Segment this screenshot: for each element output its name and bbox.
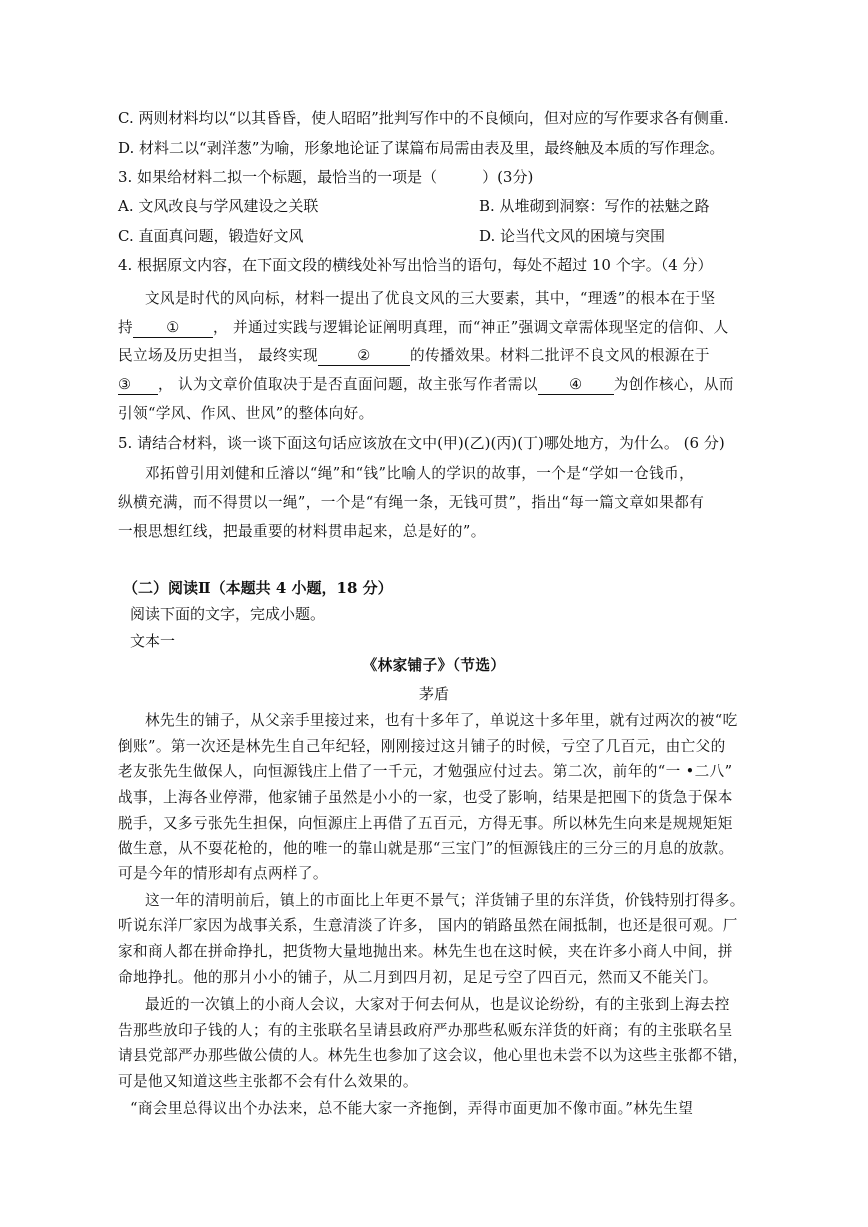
q3-options-row-1 bbox=[118, 196, 758, 216]
answer-blank-4[interactable]: ④ bbox=[538, 376, 614, 395]
q4-text: 持 bbox=[118, 319, 133, 336]
q3-option-c: C. 直面真问题，锻造好文风 bbox=[118, 227, 304, 245]
q4-stem: 4. 根据原文内容，在下面文段的横线处补写出恰当的语句，每处不超过 10 个字。（4 分） bbox=[118, 256, 713, 274]
story-author: 茅盾 bbox=[418, 685, 449, 703]
q4-text: ， 并通过实践与逻辑论证阐明真理，而“神正”强调文章需体现坚定的信仰、人 bbox=[213, 319, 729, 336]
story-line: 林先生的铺子，从父亲手里接过来，也有十多年了，单说这十多年里，就有过两次的被“吃 bbox=[145, 712, 738, 729]
q4-text: 的传播效果。材料二批评不良文风的根源在于 bbox=[409, 347, 710, 364]
section-instruction: 阅读下面的文字，完成小题。 bbox=[130, 605, 326, 623]
answer-blank-3[interactable]: ③ bbox=[118, 376, 158, 395]
text-label: 文本一 bbox=[130, 632, 176, 650]
q4-passage-line-3 bbox=[118, 346, 710, 366]
answer-blank-2[interactable]: ② bbox=[318, 347, 410, 366]
story-line: 告那些放印子钱的人；有的主张联名呈请县政府严办那些私贩东洋货的奸商；有的主张联名呈 bbox=[118, 1022, 733, 1039]
story-line: 家和商人都在拼命挣扎，把货物大量地抛出来。林先生也在这时候，夹在许多小商人中间，拼 bbox=[118, 943, 733, 960]
story-line: 倒账”。第一次还是林先生自己年纪轻，刚刚接过这爿铺子的时候，亏空了几百元，由亡父的 bbox=[118, 738, 726, 755]
story-line: 战事，上海各业停滞，他家铺子虽然是小小的一家，也受了影响，结果是把囤下的货急于保本 bbox=[118, 789, 733, 806]
story-line: 可是他又知道这些主张都不会有什么效果的。 bbox=[118, 1073, 418, 1090]
story-line: 做生意，从不耍花枪的，他的唯一的靠山就是那“三宝门”的恒源钱庄的三分三的月息的放款。 bbox=[118, 840, 734, 857]
q3-option-b: B. 从堆砌到洞察：写作的祛魅之路 bbox=[479, 197, 710, 215]
q5-quote-line-3: 一根思想红线，把最重要的材料贯串起来，总是好的”。 bbox=[118, 523, 486, 540]
story-line: 这一年的清明前后，镇上的市面比上年更不景气；洋货铺子里的东洋货，价钱特别打得多。 bbox=[145, 892, 745, 909]
q5-quote-line-1: 邓拓曾引用刘健和丘濬以“绳”和“钱”比喻人的学识的故事，一个是“学如一仓钱币， bbox=[145, 465, 695, 482]
q4-text: 为创作核心，从而 bbox=[613, 376, 734, 393]
q3-options-row-2 bbox=[118, 226, 758, 246]
q4-text: 民立场及历史担当， 最终实现 bbox=[118, 347, 318, 364]
story-line: 最近的一次镇上的小商人会议，大家对于何去何从，也是议论纷纷，有的主张到上海去控 bbox=[145, 996, 730, 1013]
q5-stem: 5. 请结合材料，谈一谈下面这句话应该放在文中(甲)(乙)(丙)(丁)哪处地方，为什么。 (6 分) bbox=[118, 434, 725, 452]
section-heading: （二）阅读Ⅱ（本题共 4 小题，18 分） bbox=[123, 579, 393, 597]
story-title: 《林家铺子》（节选） bbox=[362, 657, 506, 674]
q4-passage-line-1: 文风是时代的风向标，材料一提出了优良文风的三大要素，其中，“理透”的根本在于坚 bbox=[145, 290, 716, 307]
q3-option-a: A. 文风改良与学风建设之关联 bbox=[118, 197, 319, 215]
q4-passage-line-4 bbox=[118, 375, 734, 395]
answer-blank-1[interactable]: ① bbox=[133, 319, 213, 338]
q2-option-d: D. 材料二以“剥洋葱”为喻，形象地论证了谋篇布局需由表及里，最终触及本质的写作理念。 bbox=[118, 139, 725, 157]
story-line: 可是今年的情形却有点两样了。 bbox=[118, 865, 328, 882]
story-line: 请县党部严办那些做公债的人。林先生也参加了这会议，他心里也未尝不以为这些主张都不错， bbox=[118, 1047, 748, 1064]
q3-stem: 3. 如果给材料二拟一个标题，最恰当的一项是（ ）(3分) bbox=[118, 168, 534, 186]
story-line: 老友张先生做保人，向恒源钱庄上借了一千元，才勉强应付过去。第二次，前年的“一 •二八” bbox=[118, 763, 733, 780]
q4-passage-line-5: 引领“学风、作风、世风”的整体向好。 bbox=[118, 405, 374, 422]
q2-option-c: C. 两则材料均以“以其昏昏，使人昭昭”批判写作中的不良倾向，但对应的写作要求各有侧重. bbox=[118, 109, 729, 127]
q4-text: ， 认为文章价值取决于是否直面问题，故主张写作者需以 bbox=[158, 376, 538, 393]
story-line: 命地挣扎。他的那爿小小的铺子，从二月到四月初，足足亏空了四百元，然而又不能关门。 bbox=[118, 969, 718, 986]
story-line: “商会里总得议出个办法来，总不能大家一齐拖倒，弄得市面更加不像市面。”林先生望 bbox=[130, 1100, 694, 1117]
q5-quote-line-2: 纵横充满，而不得贯以一绳”，一个是“有绳一条，无钱可贯”，指出“每一篇文章如果都有 bbox=[118, 494, 705, 511]
q4-passage-line-2 bbox=[118, 318, 729, 338]
q3-option-d: D. 论当代文风的困境与突围 bbox=[479, 227, 666, 245]
story-line: 听说东洋厂家因为战事关系，生意清淡了许多， 国内的销路虽然在闹抵制，也还是很可观。厂 bbox=[118, 917, 738, 934]
story-line: 脱手，又多亏张先生担保，向恒源庄上再借了五百元，方得无事。所以林先生向来是规规矩矩 bbox=[118, 815, 733, 832]
